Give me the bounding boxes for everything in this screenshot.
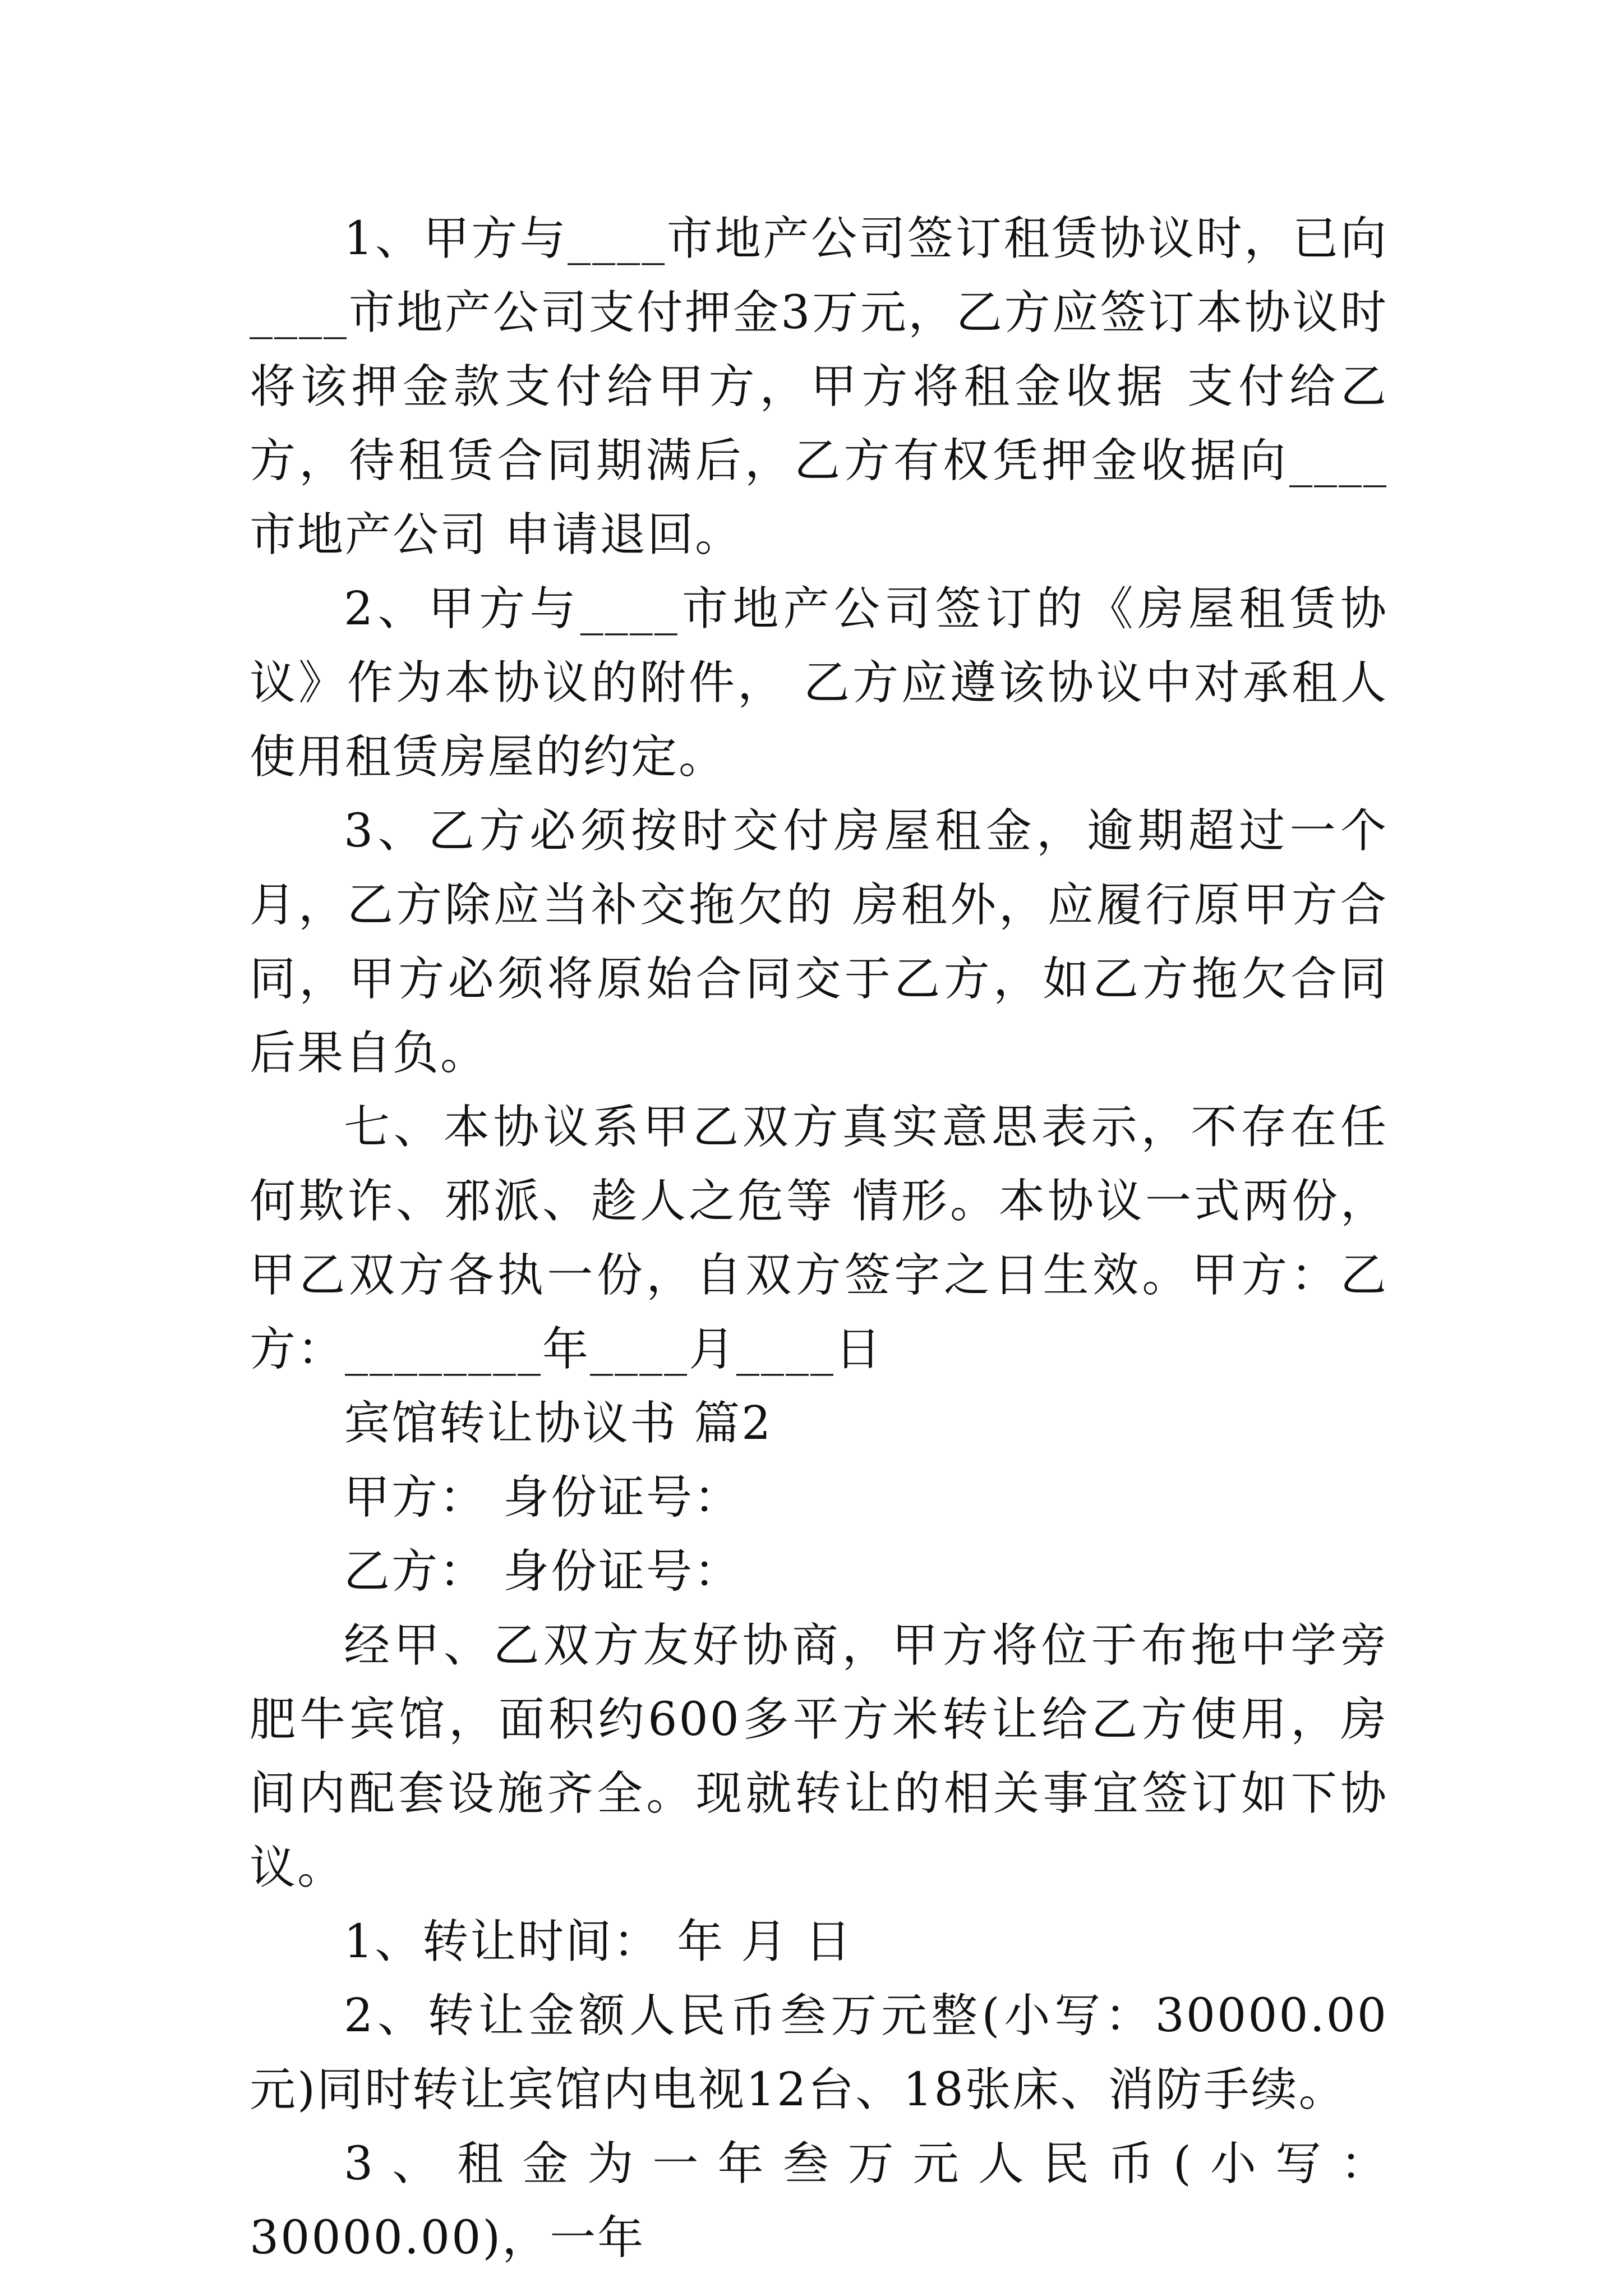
- paragraph-rent: 3、租金为一年叁万元人民币(小写：30000.00)，一年: [250, 2137, 1388, 2265]
- section-title: 宾馆转让协议书 篇2: [344, 1397, 773, 1450]
- paragraph-intro: 经甲、乙双方友好协商，甲方将位于布拖中学旁肥牛宾馆，面积约600多平方米转让给乙方使用，房间内配套设施齐全。现就转让的相关事宜签订如下协议。: [250, 1619, 1388, 1894]
- paragraph-lease-attachment: 2、甲方与____市地产公司签订的《房屋租赁协议》作为本协议的附件， 乙方应遵该协议中对承租人使用租赁房屋的约定。: [250, 582, 1388, 784]
- paragraph-clause-seven: 七、本协议系甲乙双方真实意思表示，不存在任何欺诈、邪派、趁人之危等 情形。本协议一式两份，甲乙双方各执一份，自双方签字之日生效。甲方：乙方：________年____月____日: [250, 1101, 1388, 1376]
- paragraph-transfer-time: 1、转让时间： 年 月 日: [344, 1915, 853, 1968]
- paragraph-rent-payment: 3、乙方必须按时交付房屋租金，逾期超过一个月，乙方除应当补交拖欠的 房租外，应履行原甲方合同，甲方必须将原始合同交于乙方，如乙方拖欠合同 后果自负。: [250, 804, 1388, 1080]
- party-a-line: 甲方： 身份证号：: [344, 1471, 742, 1524]
- paragraph-transfer-amount: 2、转让金额人民币叁万元整(小写：30000.00元)同时转让宾馆内电视12台、18张床、消防手续。: [250, 1989, 1388, 2116]
- document-body: [250, 202, 1388, 2275]
- party-b-line: 乙方： 身份证号：: [344, 1545, 742, 1598]
- paragraph-deposit: 1、甲方与____市地产公司签订租赁协议时，已向____市地产公司支付押金3万元，乙方应签订本协议时将该押金款支付给甲方，甲方将租金收据 支付给乙方，待租赁合同期满后，乙方有权凭押金收据向____市地产公司 申请退回。: [250, 212, 1388, 562]
